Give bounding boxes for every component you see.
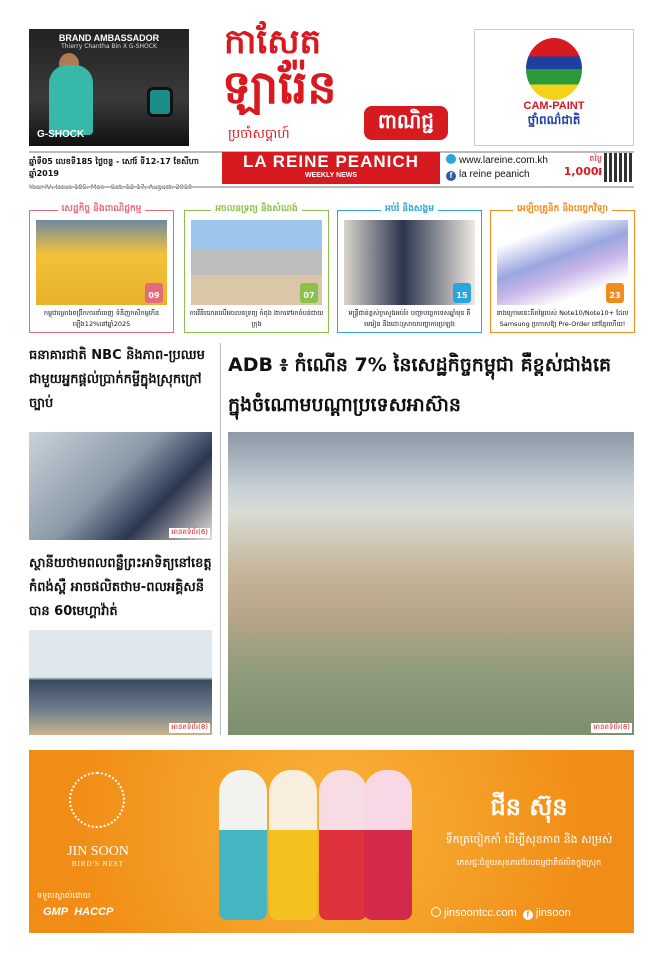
masthead-line1: កាសែត bbox=[224, 22, 322, 62]
phnom-penh-photo[interactable] bbox=[228, 432, 634, 735]
ad-brand-sub: BIRD'S NEST bbox=[71, 860, 125, 868]
section-caption[interactable]: កម្ពុជាគ្រោងពង្រីកការនាំចេញ ទំនិញកសិកម្មកើនឡើង12%នៅឆ្នាំ2025 bbox=[43, 309, 160, 328]
watch-image bbox=[147, 87, 173, 117]
divider bbox=[29, 186, 634, 188]
ad-facebook[interactable]: jinsoon bbox=[535, 907, 571, 919]
section-label: អេឡិចត្រូនិក និងបច្ចេកវិទ្យា bbox=[491, 203, 634, 216]
section-box[interactable] bbox=[337, 204, 482, 333]
price bbox=[552, 153, 602, 181]
banner-sub: WEEKLY NEWS bbox=[304, 172, 358, 179]
masthead-line2: ឡារ៉ែន bbox=[222, 60, 337, 114]
masthead-pill: ពាណិជ្ជ bbox=[364, 106, 448, 140]
gmp-badge: GMP bbox=[43, 906, 69, 918]
name-banner bbox=[222, 152, 440, 184]
solar-photo[interactable] bbox=[29, 630, 212, 735]
jinsoon-ad[interactable] bbox=[29, 750, 634, 933]
price-label: តម្លៃ bbox=[589, 154, 602, 163]
haccp-badge: HACCP bbox=[74, 906, 114, 918]
globe-icon bbox=[431, 907, 441, 917]
read-more-link[interactable]: អានតទំព័រ(8) bbox=[593, 723, 630, 731]
ad-brand: G-SHOCK bbox=[37, 129, 85, 140]
section-box[interactable] bbox=[184, 204, 329, 333]
facebook-link[interactable]: la reine peanich bbox=[459, 169, 530, 180]
bottle-image bbox=[319, 770, 367, 920]
page-badge: 15 bbox=[453, 283, 471, 303]
ad-brand: JIN SOON bbox=[67, 844, 129, 859]
certified-label: ទទួលស្គាល់ដោយ bbox=[37, 891, 91, 900]
section-caption[interactable]: ការវិនិយោគលើអចលនទ្រព្យ កំពុង ងាកទៅរកតំបន់ជាយក្រុង bbox=[189, 309, 324, 328]
ad-line1: ទឹកត្រចៀកកាំ ដើម្បីសុខភាព និង សម្រស់ bbox=[445, 833, 613, 846]
headline-solar[interactable]: ស្ថានីយថាមពលពន្លឺព្រះអាទិត្យនៅខេត្តកំពង់ស្ពឺ អាចផលិតថាម-ពលអគ្គិសនីបាន 60មេហ្គាវ៉ាត់ bbox=[29, 556, 212, 619]
headline-nbc[interactable]: ធនាគារជាតិ NBC និងភាព-ប្រឈមជាមួយអ្នកផ្តល់ប្រាក់កម្ចីក្នុងស្រុកក្រៅច្បាប់ bbox=[29, 348, 205, 411]
section-box[interactable] bbox=[490, 204, 635, 333]
bottle-image bbox=[269, 770, 317, 920]
section-caption[interactable]: ខាងក្រោមនេះគឺតម្លៃរបស់ Note10/Note10+ ដែល Samsung ប្រកាសឱ្យ Pre-Order នៅខ្មែរហើយ! bbox=[496, 309, 629, 328]
contact-info bbox=[446, 154, 548, 182]
read-more-link[interactable]: អានតទំព័រ(8) bbox=[171, 723, 208, 731]
section-label: អប់រំ និងសង្គម bbox=[338, 203, 481, 216]
ad-title: ជីន ស៊ុន bbox=[490, 793, 568, 821]
campaint-ad[interactable] bbox=[474, 29, 634, 146]
bank-photo[interactable] bbox=[29, 432, 212, 540]
section-caption[interactable]: មន្ត្រីជាន់ខ្ពស់ក្រសួងអប់រំ៖ បញ្ហាបច្ចេកទេសឆ្នាំមុន គឺមេរៀន និងដោះស្រាយបញ្ហាការប្រឡង bbox=[348, 309, 471, 328]
ambassador-image bbox=[49, 65, 93, 135]
ad-line2: ភេសជ្ជៈជំនួយសុខភាពបែបធម្មជាតិផលិតក្នុងស្រុក bbox=[456, 858, 602, 867]
masthead-tagline: ប្រចាំសប្តាហ៍ bbox=[228, 127, 290, 142]
jinsoon-logo-icon bbox=[69, 772, 125, 828]
website-link[interactable]: www.lareine.com.kh bbox=[459, 155, 548, 166]
bottle-image bbox=[364, 770, 412, 920]
globe-icon bbox=[446, 154, 456, 164]
campaint-tagline: ថ្នាំពណ៌ជាតិ bbox=[527, 113, 581, 127]
section-label: អចលនទ្រព្យ និងសំណង់ bbox=[185, 203, 328, 216]
banner-name: LA REINE PEANICH bbox=[243, 152, 419, 171]
qr-code-icon[interactable] bbox=[604, 153, 633, 182]
section-label: សេដ្ឋកិច្ច និងពាណិជ្ជកម្ម bbox=[30, 203, 173, 216]
page-badge: 07 bbox=[300, 283, 318, 303]
page-badge: 09 bbox=[145, 283, 163, 303]
section-box[interactable] bbox=[29, 204, 174, 333]
headline-adb[interactable]: ADB ៖ កំណើន 7% នៃសេដ្ឋកិច្ចកម្ពុជា គឺខ្ពស់ជាងគេក្នុងចំណោមបណ្តាប្រទេសអាស៊ាន bbox=[228, 354, 612, 416]
ad-subtitle: Thierry Chantha Bin X G-SHOCK bbox=[61, 43, 157, 50]
issue-khmer: ឆ្នាំទី05 លេខទី185 ថ្ងៃចន្ទ - សៅរ៍ ទី12-17 ខែសីហា ឆ្នាំ2019 bbox=[29, 157, 199, 178]
column-divider bbox=[220, 343, 221, 735]
page-badge: 23 bbox=[606, 283, 624, 303]
campaint-brand: CAM-PAINT bbox=[523, 100, 585, 112]
ad-title: BRAND AMBASSADOR bbox=[58, 33, 160, 43]
price-value: 1,000៛ bbox=[563, 165, 602, 178]
bottle-image bbox=[219, 770, 267, 920]
campaint-logo-icon bbox=[526, 38, 582, 100]
masthead-logo[interactable] bbox=[218, 22, 448, 147]
read-more-link[interactable]: អានតទំព័រ(6) bbox=[171, 528, 208, 536]
gshock-ad[interactable] bbox=[29, 29, 189, 146]
facebook-icon: f bbox=[446, 171, 456, 181]
facebook-icon: f bbox=[523, 910, 533, 920]
ad-website[interactable]: jinsoontcc.com bbox=[444, 907, 517, 919]
